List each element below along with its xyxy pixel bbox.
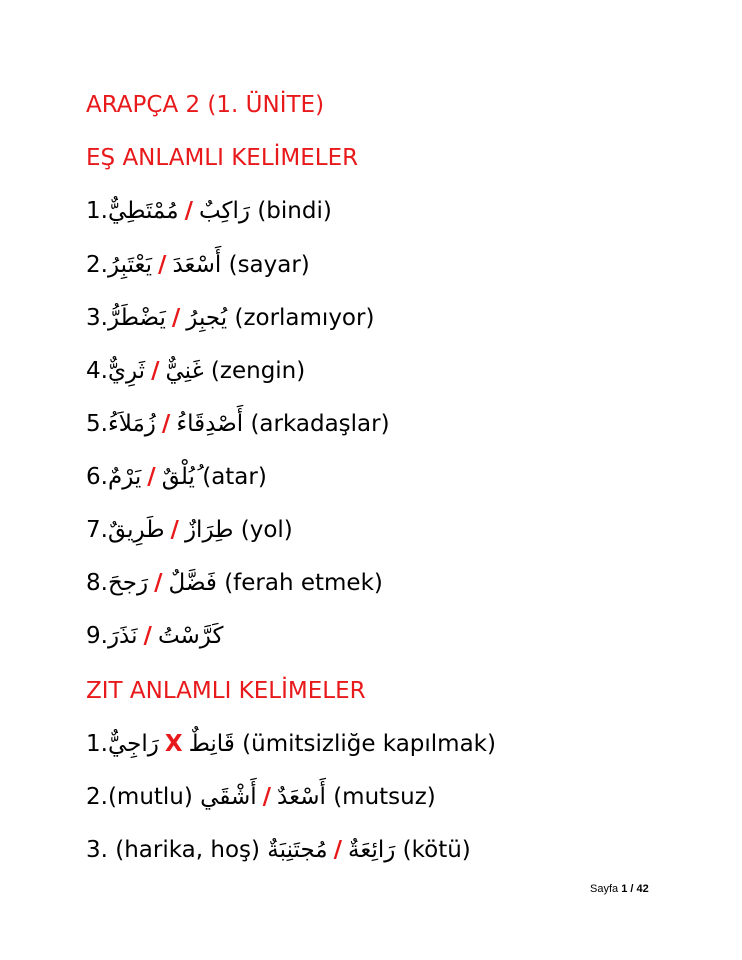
page-indicator: [590, 883, 649, 895]
item-number: 6.: [86, 464, 108, 490]
meaning: (zengin): [210, 358, 306, 384]
separator: /: [161, 411, 171, 437]
item-number: 7.: [86, 517, 108, 543]
item-number: 5.: [86, 411, 108, 437]
arabic-word: رَائِعَةٌ: [348, 837, 396, 863]
arabic-word: رَاكِبٌ: [198, 198, 250, 224]
item-prefix: 3. (harika, hoş): [86, 837, 260, 863]
separator: /: [154, 570, 163, 596]
separator: /: [158, 252, 167, 278]
arabic-word: طِرَازٌ: [184, 517, 234, 543]
arabic-word: رَاجِيٌّ: [107, 731, 159, 757]
meaning: (kötü): [402, 837, 471, 863]
arabic-word: رَجحَ: [107, 570, 149, 596]
meaning: (zorlamıyor): [234, 305, 375, 331]
total-pages: 42: [636, 883, 649, 895]
meaning: (yol): [240, 517, 293, 543]
item-number: 4.: [86, 358, 108, 384]
meaning: (sayar): [228, 252, 310, 278]
list-item: [86, 460, 267, 494]
synonyms-heading: EŞ ANLAMLI KELİMELER: [86, 145, 359, 171]
arabic-word: يُجبِرُ: [186, 305, 228, 331]
arabic-word: ثَرِيٌّ: [107, 358, 146, 384]
meaning: (bindi): [257, 198, 332, 224]
separator: /: [151, 358, 160, 384]
arabic-word: أَسْعَدَ: [172, 252, 222, 278]
current-page: 1: [621, 883, 628, 895]
meaning: (atar): [202, 464, 267, 490]
arabic-word: فَضَّلٌ: [168, 570, 217, 596]
separator: X: [164, 731, 183, 757]
arabic-word: زُمَلاَءُ: [107, 411, 156, 437]
meaning: (mutsuz): [333, 784, 436, 810]
arabic-word: كَرَّسْتُ: [157, 623, 224, 649]
list-item: [86, 248, 310, 282]
arabic-word: مُمْتَطِيٌّ: [107, 198, 179, 224]
item-number: 9.: [86, 623, 108, 649]
arabic-word: أَسْعَدٌ: [277, 784, 326, 810]
page-title: ARAPÇA 2 (1. ÜNİTE): [86, 92, 325, 118]
list-item: [86, 727, 496, 761]
separator: /: [143, 623, 152, 649]
arabic-word: نَذَرَ: [107, 623, 138, 649]
arabic-word: مُجتَنِبَةٌ: [267, 837, 328, 863]
arabic-word: أَشْقَي: [200, 784, 257, 810]
arabic-word: قَانِطٌ: [188, 731, 235, 757]
meaning: (ümitsizliğe kapılmak): [242, 731, 496, 757]
separator: /: [262, 784, 272, 810]
item-number: 1.: [86, 198, 108, 224]
list-item: [86, 833, 471, 867]
item-prefix: 1.: [86, 731, 108, 757]
meaning: (arkadaşlar): [250, 411, 390, 437]
separator: /: [170, 517, 179, 543]
page-divider: /: [630, 883, 634, 895]
item-prefix: 2.(mutlu): [86, 784, 193, 810]
page-label: Sayfa: [590, 883, 619, 895]
separator: /: [147, 464, 156, 490]
arabic-word: يَعْتَبِرُ: [107, 252, 153, 278]
separator: /: [171, 305, 181, 331]
list-item: [86, 513, 293, 547]
arabic-word: غَنِيٌّ: [165, 358, 204, 384]
list-item: [86, 301, 374, 335]
list-item: [86, 780, 436, 814]
separator: /: [333, 837, 343, 863]
meaning: (ferah etmek): [224, 570, 383, 596]
item-number: 3.: [86, 305, 108, 331]
list-item: [86, 619, 223, 653]
arabic-word: يَرْمٌ: [107, 464, 142, 490]
separator: /: [184, 198, 193, 224]
antonyms-heading: ZIT ANLAMLI KELİMELER: [86, 678, 366, 704]
arabic-word: أَصْدِقَاءُ: [176, 411, 244, 437]
item-number: 2.: [86, 252, 108, 278]
list-item: [86, 194, 332, 228]
list-item: [86, 354, 305, 388]
list-item: [86, 566, 383, 600]
arabic-word: ُيُلْقٌ: [161, 464, 195, 490]
arabic-word: يَضْطَرُّ: [107, 305, 166, 331]
item-number: 8.: [86, 570, 108, 596]
arabic-word: طَرِيقٌ: [107, 517, 165, 543]
list-item: [86, 407, 390, 441]
